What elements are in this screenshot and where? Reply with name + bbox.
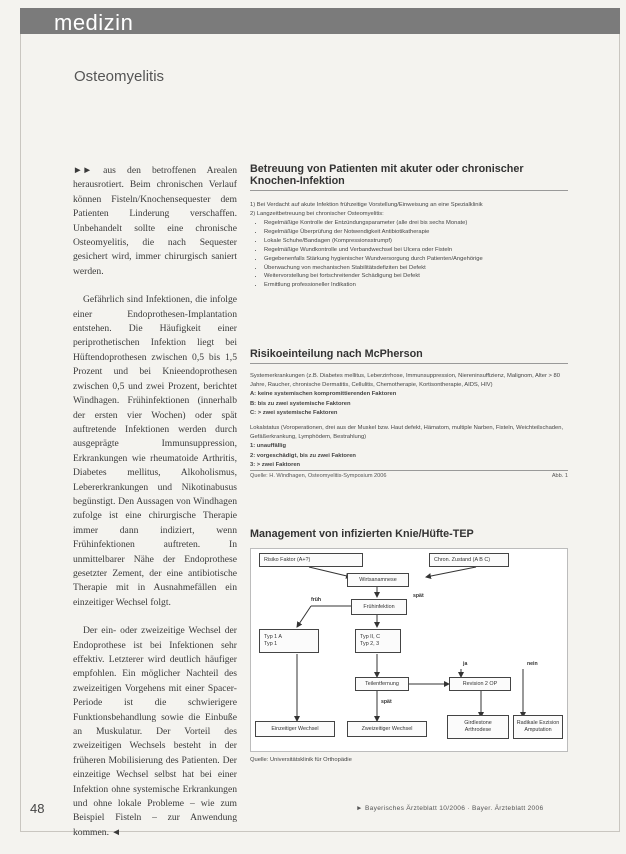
care-bullet: • Ermittlung professioneller Indikation [264,281,568,290]
flow-caption: Quelle: Universitätsklinik für Orthopädie [250,757,352,763]
care-bullet: • Überwachung von mechanischen Stabilitätsdefiziten bei Defekt [264,264,568,273]
early-infection-node: Frühinfektion [351,599,407,615]
late-label-2: spät [381,699,392,705]
host-status-node: Chron. Zustand (A B C) [429,553,509,567]
care-bullet: • Gegebenenfalls Stärkung hygienischer Wundversorgung durch Patienten/Angehörige [264,255,568,264]
girdlestone-node: Girdlestone Arthrodese [447,715,509,739]
local-level: 1: unauffällig [250,443,287,450]
care-item: 2) Langzeitbetreuung bei chronischer Osteomyelitis: [250,211,384,217]
local-intro: Lokalstatus (Voroperationen, drei aus der Muskel bzw. Haut defekt, Hämatom, multiple Narben, Fisteln, Weichteilschaden, Gefäßerkrankung, Lymphödem, Bestrahlung) [250,425,564,441]
revision-node: Revision 2 OP [449,677,511,691]
care-bullet: • Regelmäßige Kontrolle der Entzündungsparameter (alle drei bis sechs Monate) [264,219,568,228]
caption-figure: Abb. 1 [551,473,568,480]
care-bullet-list [250,219,568,290]
care-bullet: • Regelmäßige Wundkontrolle und Verbandwechsel bei Ulcera oder Fisteln [264,246,568,255]
article-title: Osteomyelitis [74,68,165,85]
body-paragraph: Gefährlich sind Infektionen, die infolge einer Endoprothesen-Implantation entstehen. Die Häufigkeit einer periprothetischen Infektion liegt bei Hüftendoprothesen zwischen 0,5 bis 1,5 Prozent und bei Knieendoprothesen zwischen 0,5 und zwei Prozent, berichtet Windhagen. Frühinfektionen (innerhalb der ersten vier Wochen) oder spät auftretende Infektionen werden durch ausgeprägte Immunsuppression, Erkrankungen wie rheumatoide Arthritis, Diabetes mellitus, Alkoholismus, Lebererkrankungen und Nikotinabusus begünstigt. Den Aussagen von Windhagen zufolge ist eine chirurgische Therapie immer dann indiziert, wenn Frühinfektionen auftreten. In unmittelbarer Nähe der Endoprothese gesetzter Zement, der eine antibiotische Therapie mit in Ausnahmefällen ein einzeitiger Wechsel folgt. [73,294,237,608]
mcpherson-title: Risikoeinteilung nach McPherson [250,348,568,364]
care-bullet: • Weitervorstellung bei fortschreitender Schädigung bei Defekt [264,272,568,281]
no-label: nein [527,661,538,667]
body-paragraph: ►► aus den betroffenen Arealen herausrotiert. Beim chronischen Verlauf können Fisteln/Knochensequester dem Patienten Linderung verschaffen. Unbehandelt sollte eine chronische Osteomyelitis, die nach Sequester gesichert wird, immer chirurgisch saniert werden. [73,165,237,277]
journal-footer: ► Bayerisches Ärzteblatt 10/2006 · Bayer. Ärzteblatt 2006 [356,805,544,812]
management-title: Management von infizierten Knie/Hüfte-TEP [250,528,474,540]
one-stage-exchange-node: Einzeitiger Wechsel [255,721,335,737]
mcpherson-caption [250,470,568,479]
systemic-level: A: keine systemischen kompromittierenden Faktoren [250,391,397,398]
caption-source: Quelle: H. Windhagen, Osteomyelitis-Symposium 2006 [250,473,387,480]
section-label: medizin [54,10,134,35]
page-number: 48 [30,801,45,816]
partial-removal-node: Teilentfernung [355,677,409,691]
two-stage-exchange-node: Zweizeitiger Wechsel [347,721,427,737]
care-bullet: • Regelmäßige Überprüfung der Notwendigkeit Antibiotikatherapie [264,228,568,237]
late-label: spät [413,593,424,599]
early-label: früh [311,597,322,603]
management-title-wrap [250,528,568,543]
yes-label: ja [463,661,468,667]
flow-caption-wrap [250,756,568,765]
patient-care-box [250,163,568,290]
systemic-intro: Systemerkrankungen (z.B. Diabetes mellitus, Leberzirrhose, Immunsuppression, Niereninsuffizienz, Malignom, Alter > 80 Jahre, Raucher, chronische Dermatitis, Cellulitis, Chemotherapie, Kortisontherapie, AIDS, HIV) [250,373,561,389]
risk-factor-node: Risiko Faktor (A+?) [259,553,363,567]
amputation-node: Radikale Exzision Amputation [513,715,563,739]
type-a-node: Typ 1 A Typ 1 [259,629,319,653]
systemic-level: C: > zwei systemische Faktoren [250,409,338,416]
care-item: 1) Bei Verdacht auf akute Infektion frühzeitige Vorstellung/Einweisung an eine Spezialklinik [250,202,483,208]
body-paragraph: Der ein- oder zweizeitige Wechsel der Endoprothese ist bei Infektionen sehr effektiv. Letzterer wird deutlich häufiger empfohlen. Ein möglicher Nachteil des zweizeitigen Vorgehens mit einer Spacer-Periode ist die schwierigere Funktionsbehandlung sowie die Einbuße an Muskulatur. Der Vorteil des zweizeitigen Wechsels besteht in der früheren Mobilisierung des Patienten. Der einzeitige Wechsel selbst hat bei einer Infektion ohne systemische Erkrankungen und ohne lokale Probleme – wie zum Beispiel Fisteln – zur Anwendung kommen. ◄ [73,625,237,838]
care-bullet: • Lokale Schuhe/Bandagen (Kompressionsstrumpf) [264,237,568,246]
local-level: 3: > zwei Faktoren [250,461,301,468]
local-level: 2: vorgeschädigt, bis zu zwei Faktoren [250,452,356,459]
section-header-bar [20,8,620,34]
type-b-node: Typ II, C Typ 2, 3 [355,629,401,653]
management-flowchart [250,548,568,752]
patient-care-title: Betreuung von Patienten mit akuter oder chronischer Knochen-Infektion [250,163,568,191]
article-body [73,164,237,854]
host-history-node: Wirtsanamnese [347,573,409,587]
mcpherson-box [250,348,568,479]
systemic-level: B: bis zu zwei systemische Faktoren [250,400,351,407]
